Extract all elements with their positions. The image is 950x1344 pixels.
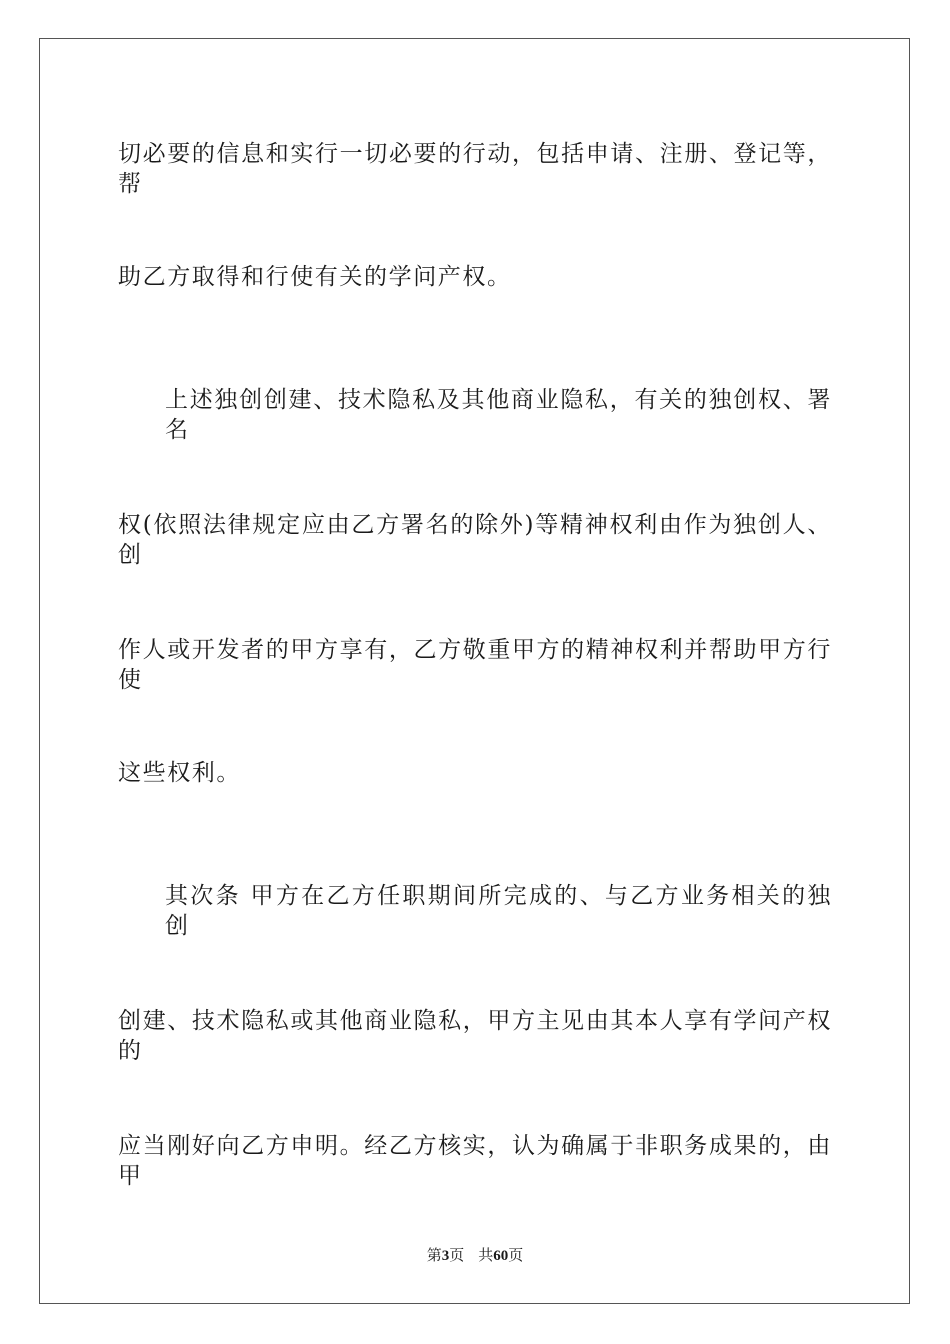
text-line-4: 权(依照法律规定应由乙方署名的除外)等精神权利由作为独创人、创	[118, 512, 832, 568]
text-line-1: 切必要的信息和实行一切必要的行动，包括申请、注册、登记等，帮	[118, 141, 832, 197]
text-line-3: 上述独创创建、技术隐私及其他商业隐私，有关的独创权、署名	[165, 387, 832, 443]
text-line-2: 助乙方取得和行使有关的学问产权。	[118, 264, 512, 290]
page-prefix: 第	[426, 1248, 442, 1264]
page-footer	[0, 1246, 950, 1266]
page-number: 3	[441, 1248, 450, 1264]
text-line-8: 创建、技术隐私或其他商业隐私，甲方主见由其本人享有学问产权的	[118, 1008, 832, 1064]
text-line-6: 这些权利。	[118, 760, 241, 786]
total-suffix: 页	[508, 1248, 524, 1264]
text-line-7: 其次条 甲方在乙方任职期间所完成的、与乙方业务相关的独创	[165, 883, 832, 939]
page-suffix: 页	[449, 1248, 465, 1264]
text-line-9: 应当刚好向乙方申明。经乙方核实，认为确属于非职务成果的，由甲	[118, 1133, 832, 1189]
text-line-5: 作人或开发者的甲方享有，乙方敬重甲方的精神权利并帮助甲方行使	[118, 637, 832, 693]
total-prefix: 共	[478, 1248, 494, 1264]
total-pages: 60	[493, 1248, 509, 1264]
